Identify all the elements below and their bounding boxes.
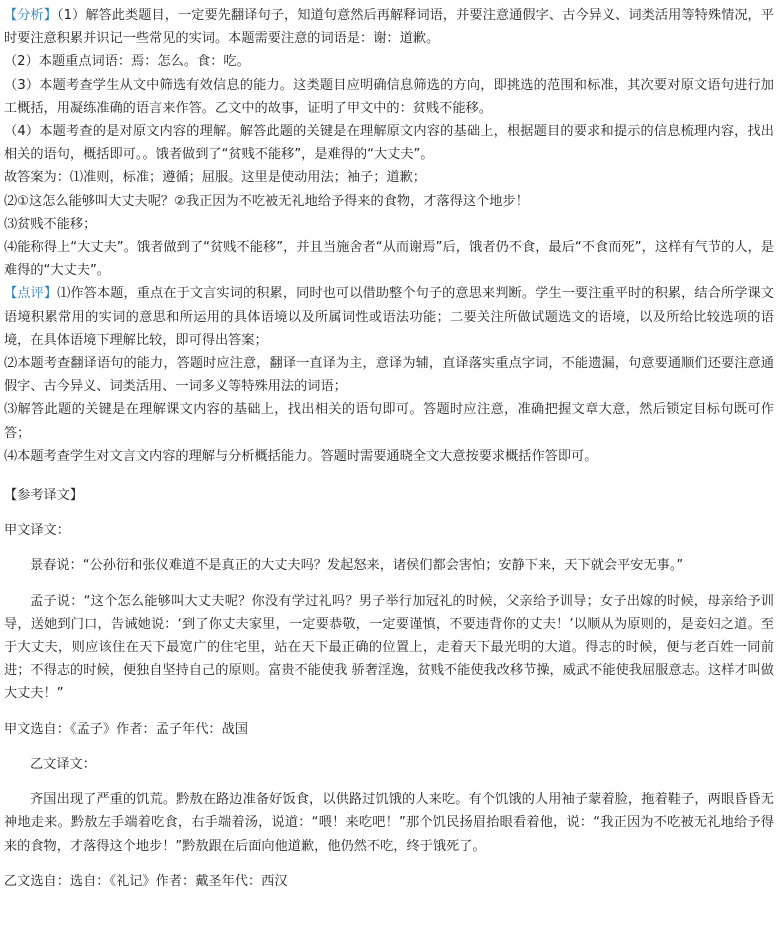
yi-translation-paragraph: 齐国出现了严重的饥荒。黔敖在路边准备好饭食，以供路过饥饿的人来吃。有个饥饿的人用袖子蒙着脸，拖着鞋子，两眼昏昏无神地走来。黔敖左手端着吃食，右手端着汤，说道：“喂！来吃吧！”那个饥民扬眉抬眼看着他，说：“我正因为不吃被无礼地给予得来的食物，才落得这个地步！”黔敖跟在后面向他道歉，他仍然不吃，终于饿死了。: [4, 792, 774, 854]
analysis-text-1: （1）解答此类题目，一定要先翻译句子，知道句意然后再解释词语，并要注意通假字、古今异义、词类活用等特殊情况，平时要注意积累并识记一些常见的实词。本题需要注意的词语是：谢：道歉。: [4, 8, 774, 47]
analysis-paragraph-3: （3）本题考查学生从文中筛选有效信息的能力。这类题目应明确信息筛选的方向，即挑选的范围和标准，其次要对原文语句进行加工概括，用凝练准确的语言来作答。乙文中的故事，证明了甲文中的：贫贱不能移。: [4, 77, 774, 116]
review-paragraph-1: [4, 282, 774, 352]
translation-heading: 【参考译文】: [4, 488, 84, 504]
jia-translation-paragraph-2: 孟子说：“这个怎么能够叫大丈夫呢？你没有学过礼吗？男子举行加冠礼的时候，父亲给予训导；女子出嫁的时候，母亲给予训导，送她到门口，告诫她说：‘到了你丈夫家里，一定要恭敬，一定要谨慎，不要违背你的丈夫！’以顺从为原则的，是妾妇之道。至于大丈夫，则应该住在天下最宽广的住宅里，站在天下最正确的位置上，走着天下最光明的大道。得志的时候，便与老百姓一同前进；不得志的时候，便独自坚持自己的原则。富贵不能使我 骄奢淫逸，贫贱不能使我改移节操，威武不能使我屈服意志。这样才叫做大丈夫！”: [4, 593, 774, 702]
review-tag: 【点评】: [4, 286, 58, 302]
jia-translation-label: 甲文译文：: [4, 523, 70, 539]
jia-translation-paragraph-1: 景春说：“公孙衍和张仪难道不是真正的大丈夫吗？发起怒来，诸侯们都会害怕；安静下来，天下就会平安无事。”: [30, 558, 684, 574]
answer-line-4: ⑷能称得上“大丈夫”。饿者做到了“贫贱不能移”，并且当施舍者“从而谢焉”后，饿者仍不食，最后“不食而死”，这样有气节的人，是难得的“大丈夫”。: [4, 240, 774, 279]
analysis-paragraph-4: （4）本题考查的是对原文内容的理解。解答此题的关键是在理解原文内容的基础上，根据题目的要求和提示的信息梳理内容，找出相关的语句，概括即可。。饿者做到了“贫贱不能移”，是难得的“大丈夫”。: [4, 124, 774, 163]
analysis-tag: 【分析】: [4, 8, 57, 23]
answer-line-3: ⑶贫贱不能移；: [4, 216, 97, 232]
answer-line-1: 故答案为：⑴准则，标准；遵循；屈服。这里是使动用法；袖子；道歉；: [4, 170, 426, 186]
analysis-paragraph-1: [4, 4, 774, 50]
review-paragraph-3: ⑶解答此题的关键是在理解课文内容的基础上，找出相关的语句即可。答题时应注意，准确把握文章大意，然后锁定目标句既可作答；: [4, 402, 774, 441]
review-text-1: ⑴作答本题，重点在于文言实词的积累，同时也可以借助整个句子的意思来判断。学生一要注重平时的积累，结合所学课文语境积累常用的实词的意思和所运用的具体语境以及所属词性或语法功能；二要关注所做试题选文的语境，以及所给比较选项的语境，在具体语境下理解比较，即可得出答案；: [4, 286, 774, 348]
yi-translation-label: 乙文译文：: [30, 756, 96, 772]
translation-section: [4, 484, 774, 893]
review-paragraph-2: ⑵本题考查翻译语句的能力，答题时应注意，翻译一直译为主，意译为辅，直译落实重点字词，不能遗漏，句意要通顺们还要注意通假字、古今异义、词类活用、一词多义等特殊用法的词语；: [4, 356, 774, 395]
yi-source-line: 乙文选自：选自：《礼记》作者：戴圣年代：西汉: [4, 873, 288, 889]
jia-source-line: 甲文选自：《孟子》作者：孟子年代：战国: [4, 721, 248, 737]
review-paragraph-4: ⑷本题考查学生对文言文内容的理解与分析概括能力。答题时需要通晓全文大意按要求概括作答即可。: [4, 448, 598, 464]
review-section: [4, 282, 774, 468]
section-spacer: [4, 468, 774, 484]
answer-line-2: ⑵①这怎么能够叫大丈夫呢？②我正因为不吃被无礼地给予得来的食物，才落得这个地步！: [4, 193, 529, 209]
analysis-paragraph-2: （2）本题重点词语：焉：怎么。食：吃。: [4, 54, 250, 70]
analysis-section: [4, 4, 774, 282]
